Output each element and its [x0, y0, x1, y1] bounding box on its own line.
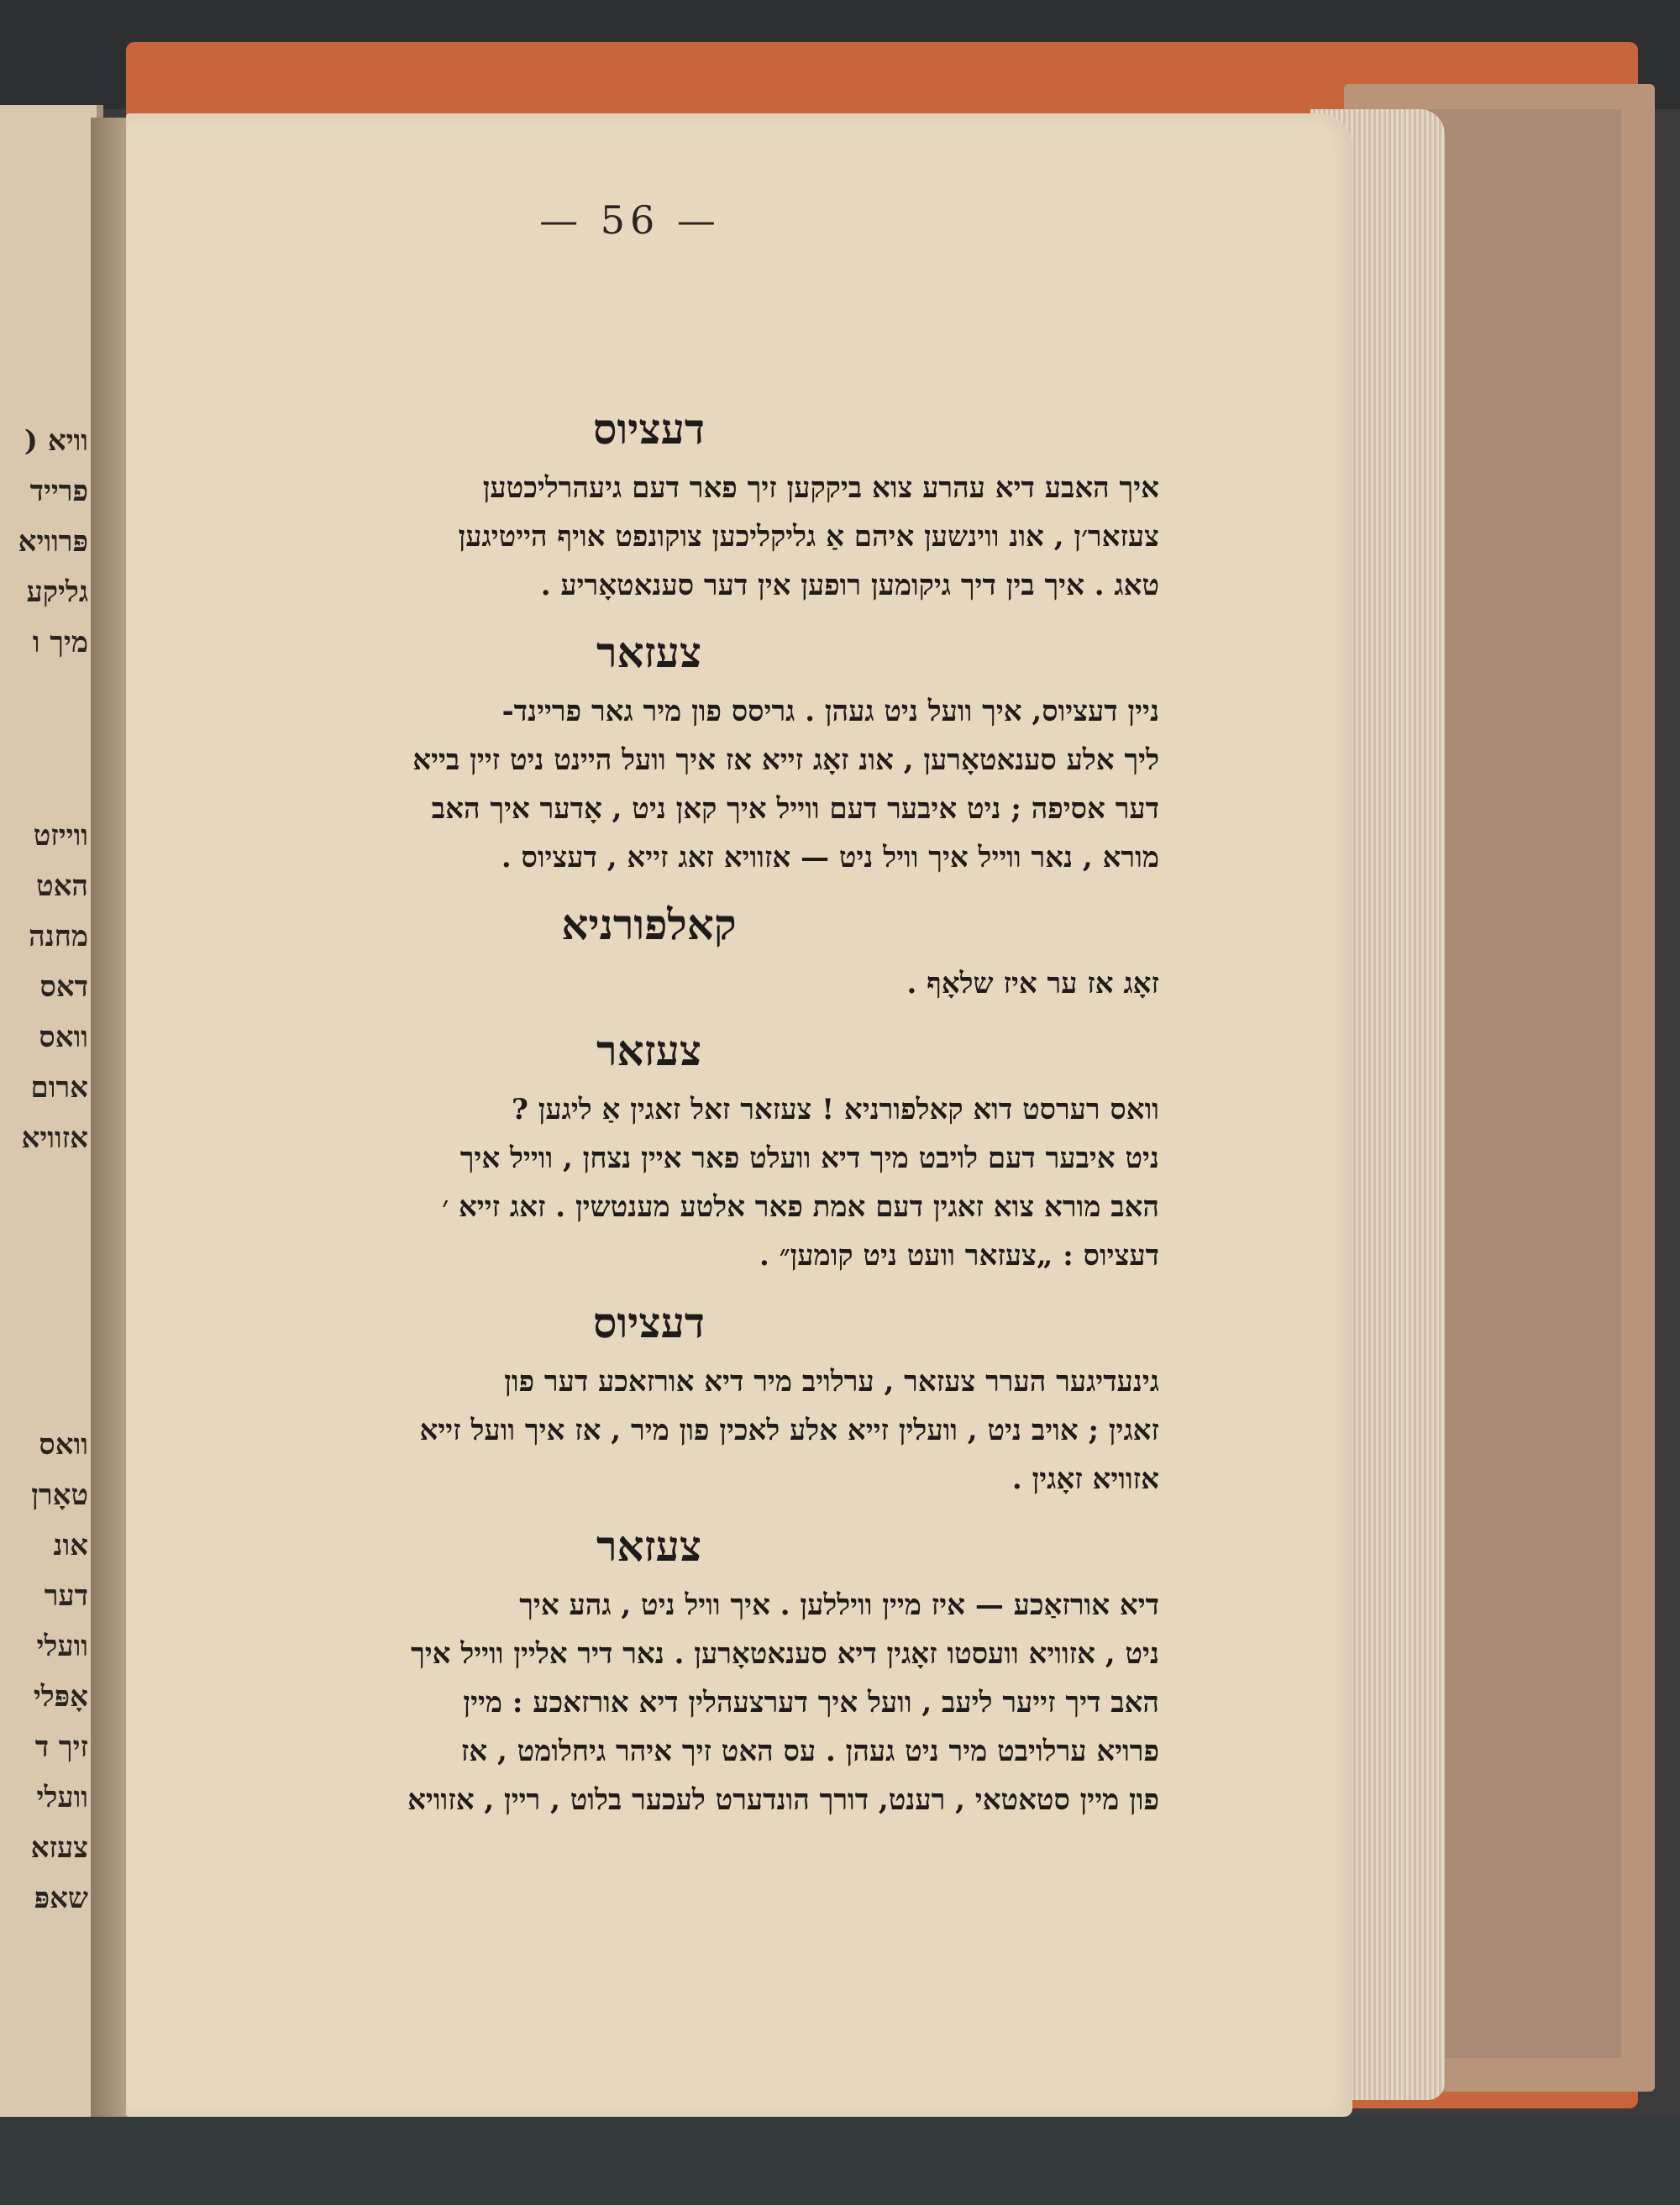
speaker-name: צעזאר: [596, 1521, 702, 1571]
left-page-fragment: פּרוויא: [18, 525, 88, 559]
left-page-fragment: טאָרן: [31, 1478, 88, 1512]
speech-line: מורא , נאר ווייל איך וויל ניט — אזוויא זאג זייא , דעציוס .: [501, 841, 1159, 874]
left-page-fragment: ארום: [30, 1071, 88, 1105]
speech-line: ניט איבער דעם לויבט מיך דיא וועלט פאר איין נצחן , ווייל איך: [459, 1142, 1159, 1175]
speech-paragraph: [139, 959, 1159, 1008]
left-page-fragment: וועלי: [36, 1630, 88, 1663]
left-page-fragment: האט: [36, 869, 88, 903]
speech-paragraph: [139, 687, 1159, 882]
left-page-fragment: וועלי: [36, 1781, 88, 1814]
speech-line: איך האבע דיא עהרע צוא ביקקען זיך פאר דעם גיעהרליכטען: [482, 471, 1159, 505]
left-page-fragment: זיך ד: [34, 1730, 88, 1764]
left-page-fragment: וואס: [39, 1428, 88, 1462]
speech-line: דעציוס : „צעזאר וועט ניט קומען״ .: [759, 1239, 1159, 1273]
speaker-name: קאלפורניא: [561, 900, 737, 949]
speech-line: פון מיין סטאטאי , רענט, דורך הונדערט לעכער בלוט , ריין , אזוויא: [407, 1783, 1159, 1817]
speech-line: דער אסיפה ; ניט איבער דעם ווייל איך קאן ניט , אָדער איך האב: [431, 792, 1159, 826]
speech-paragraph: [139, 1581, 1159, 1824]
speech-paragraph: [139, 1357, 1159, 1504]
left-page-fragment: וויא (: [24, 424, 88, 458]
left-facing-page: [0, 105, 103, 2117]
speech-line: זאָג אז ער איז שלאָף .: [906, 967, 1159, 1000]
speech-line: ליך אלע סענאטאָרען , אונ זאָג זייא אז איך וועל היינט ניט זיין בייא: [412, 743, 1159, 777]
speech-line: גינעדיגער הערר צעזאר , ערלויב מיר דיא אורזאכע דער פון: [504, 1365, 1159, 1399]
speaker-name: דעציוס: [593, 1298, 705, 1347]
page-content: [139, 395, 1159, 1833]
left-page-fragment: פרייד: [29, 475, 88, 508]
speech-line: ניט , אזוויא וועסטו זאָגין דיא סענאטאָרען . נאר דיר אליין ווייל איך: [411, 1637, 1159, 1671]
left-page-fragment: וואס: [39, 1021, 88, 1054]
speech-line: וואס רערסט דוא קאלפורניא ! צעזאר זאל זאגין אַ ליגען ?: [512, 1093, 1159, 1126]
speech-line: זאגין ; אויב ניט , וועלין זייא אלע לאכין פון מיר , אז איך וועל זייא: [419, 1414, 1159, 1447]
speaker-name: דעציוס: [593, 404, 705, 454]
left-page-fragment: ווייזט: [33, 819, 88, 853]
speech-line: טאג . איך בין דיך גיקומען רופען אין דער סענאטאָריע .: [540, 569, 1159, 602]
left-page-fragment: דאס: [39, 970, 88, 1004]
left-page-fragment: אזוויא: [21, 1121, 88, 1155]
left-page-fragment: אונ: [53, 1529, 88, 1562]
speech-paragraph: [139, 1085, 1159, 1280]
page-number: — 56 —: [539, 197, 721, 243]
speech-paragraph: [139, 464, 1159, 610]
speech-line: דיא אורזאַכע — איז מיין וויללען . איך וויל ניט , גהע איך: [519, 1588, 1159, 1622]
table-background-bottom: [0, 2117, 1680, 2205]
speech-line: פרויא ערלויבט מיר ניט געהן . עס האט זיך איהר גיחלומט , אז: [460, 1735, 1159, 1768]
cover-endpaper: [1428, 109, 1621, 2058]
speech-line: האב דיך זייער ליעב , וועל איך דערצעהלין דיא אורזאכע : מיין: [463, 1686, 1159, 1719]
speech-line: אזוויא זאָגין .: [1011, 1462, 1159, 1496]
left-page-fragment: שאפּ: [34, 1882, 88, 1915]
speech-line: האב מורא צוא זאגין דעם אמת פאר אלטע מענטשין . זאג זייא ׳: [442, 1190, 1159, 1224]
left-page-fragment: מחנה: [29, 920, 88, 953]
speech-line: צעזאר׳ן , אונ ווינשען איהם אַ גליקליכען צוקונפט אויף הייטיגען: [458, 520, 1159, 554]
book-gutter: [91, 118, 131, 2117]
left-page-fragment: דער: [44, 1579, 88, 1613]
speech-line: ניין דעציוס, איך וועל ניט געהן . גריסס פון מיר גאר פריינד-: [501, 695, 1159, 728]
left-page-fragment: גליקע: [26, 575, 88, 609]
speaker-name: צעזאר: [596, 627, 702, 677]
left-page-fragment: אָפּלי: [33, 1680, 88, 1714]
speaker-name: צעזאר: [596, 1026, 702, 1075]
left-page-fragment: מיך ו: [32, 626, 88, 659]
left-page-fragment: צעזא: [30, 1831, 88, 1865]
